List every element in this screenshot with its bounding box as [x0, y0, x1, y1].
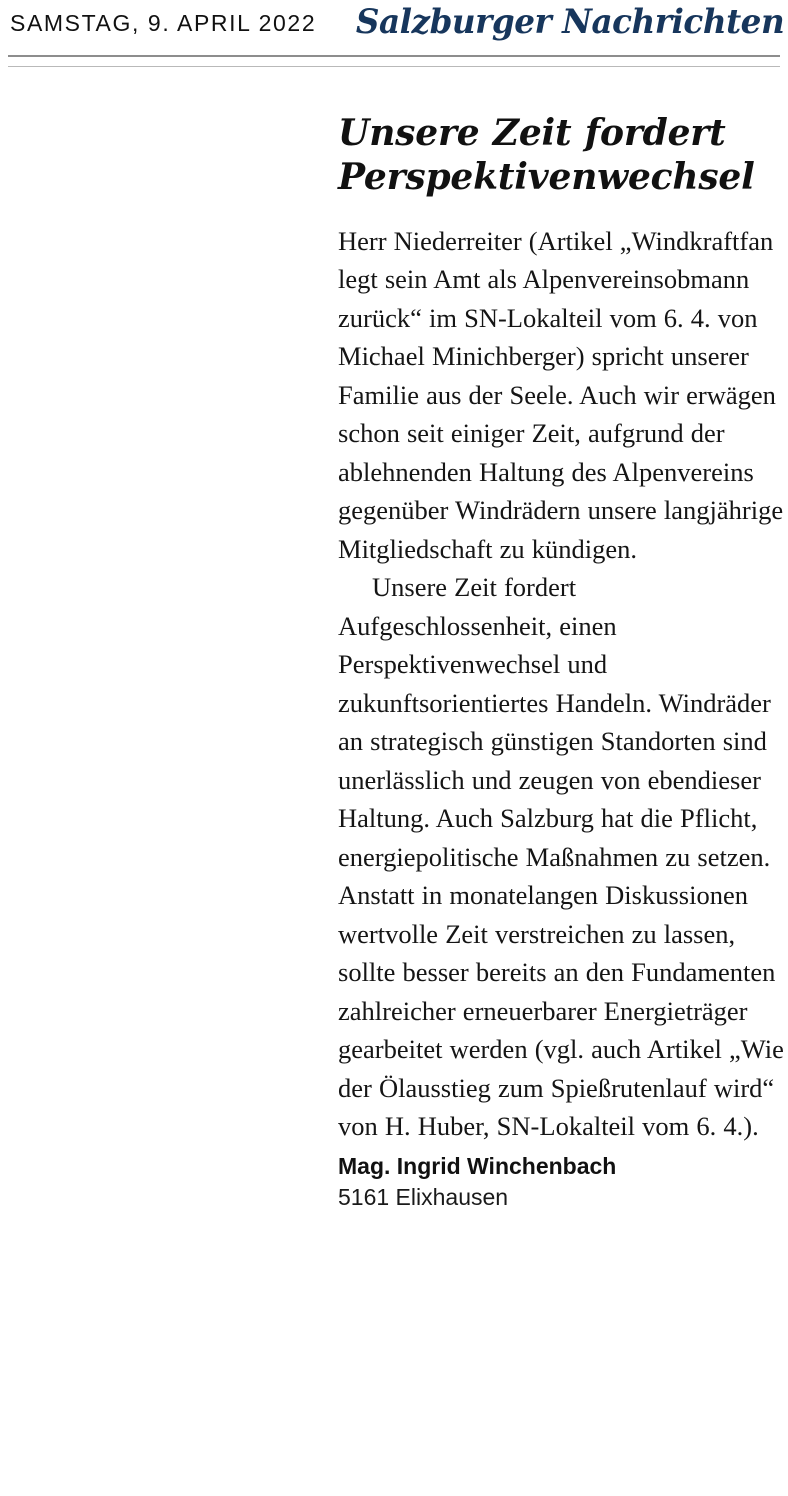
article — [338, 112, 786, 1213]
masthead-rule-thick — [8, 55, 780, 57]
masthead — [0, 0, 788, 72]
article-author-location: 5161 Elixhausen — [338, 1183, 509, 1210]
masthead-date: SAMSTAG, 9. APRIL 2022 — [10, 10, 317, 36]
article-paragraph: Herr Niederreiter (Artikel „Windkraftfan legt sein Amt als Alpenvereinsobmann zurück“ im SN-Lokalteil vom 6. 4. von Michael Minichberger) spricht unserer Familie aus der Seele. Auch wir erwägen schon seit einiger Zeit, aufgrund der ablehnenden Haltung des Alpenvereins gegenüber Windrädern unsere langjährige Mitgliedschaft zu kündigen. — [338, 225, 784, 564]
article-author: Mag. Ingrid Winchenbach — [338, 1152, 617, 1179]
article-headline: Unsere Zeit fordert Perspektivenwechsel — [338, 112, 755, 198]
masthead-rule-thin — [8, 66, 780, 67]
publication-logo: Salzburger Nachrichten — [355, 2, 784, 42]
article-paragraph: Unsere Zeit fordert Aufgeschlossenheit, einen Perspektivenwechsel und zukunftsorientiertes Handeln. Windräder an strategisch günstigen Standorten sind unerlässlich und zeugen von ebendieser Haltung. Auch Salzburg hat die Pflicht, energiepolitische Maßnahmen zu setzen. Anstatt in monatelangen Diskussionen wertvolle Zeit verstreichen zu lassen, sollte besser bereits an den Fundamenten zahlreicher erneuerbarer Energieträger gearbeitet werden (vgl. auch Artikel „Wie der Ölausstieg zum Spießrutenlauf wird“ von H. Huber, SN-Lokalteil vom 6. 4.). — [338, 572, 784, 1142]
